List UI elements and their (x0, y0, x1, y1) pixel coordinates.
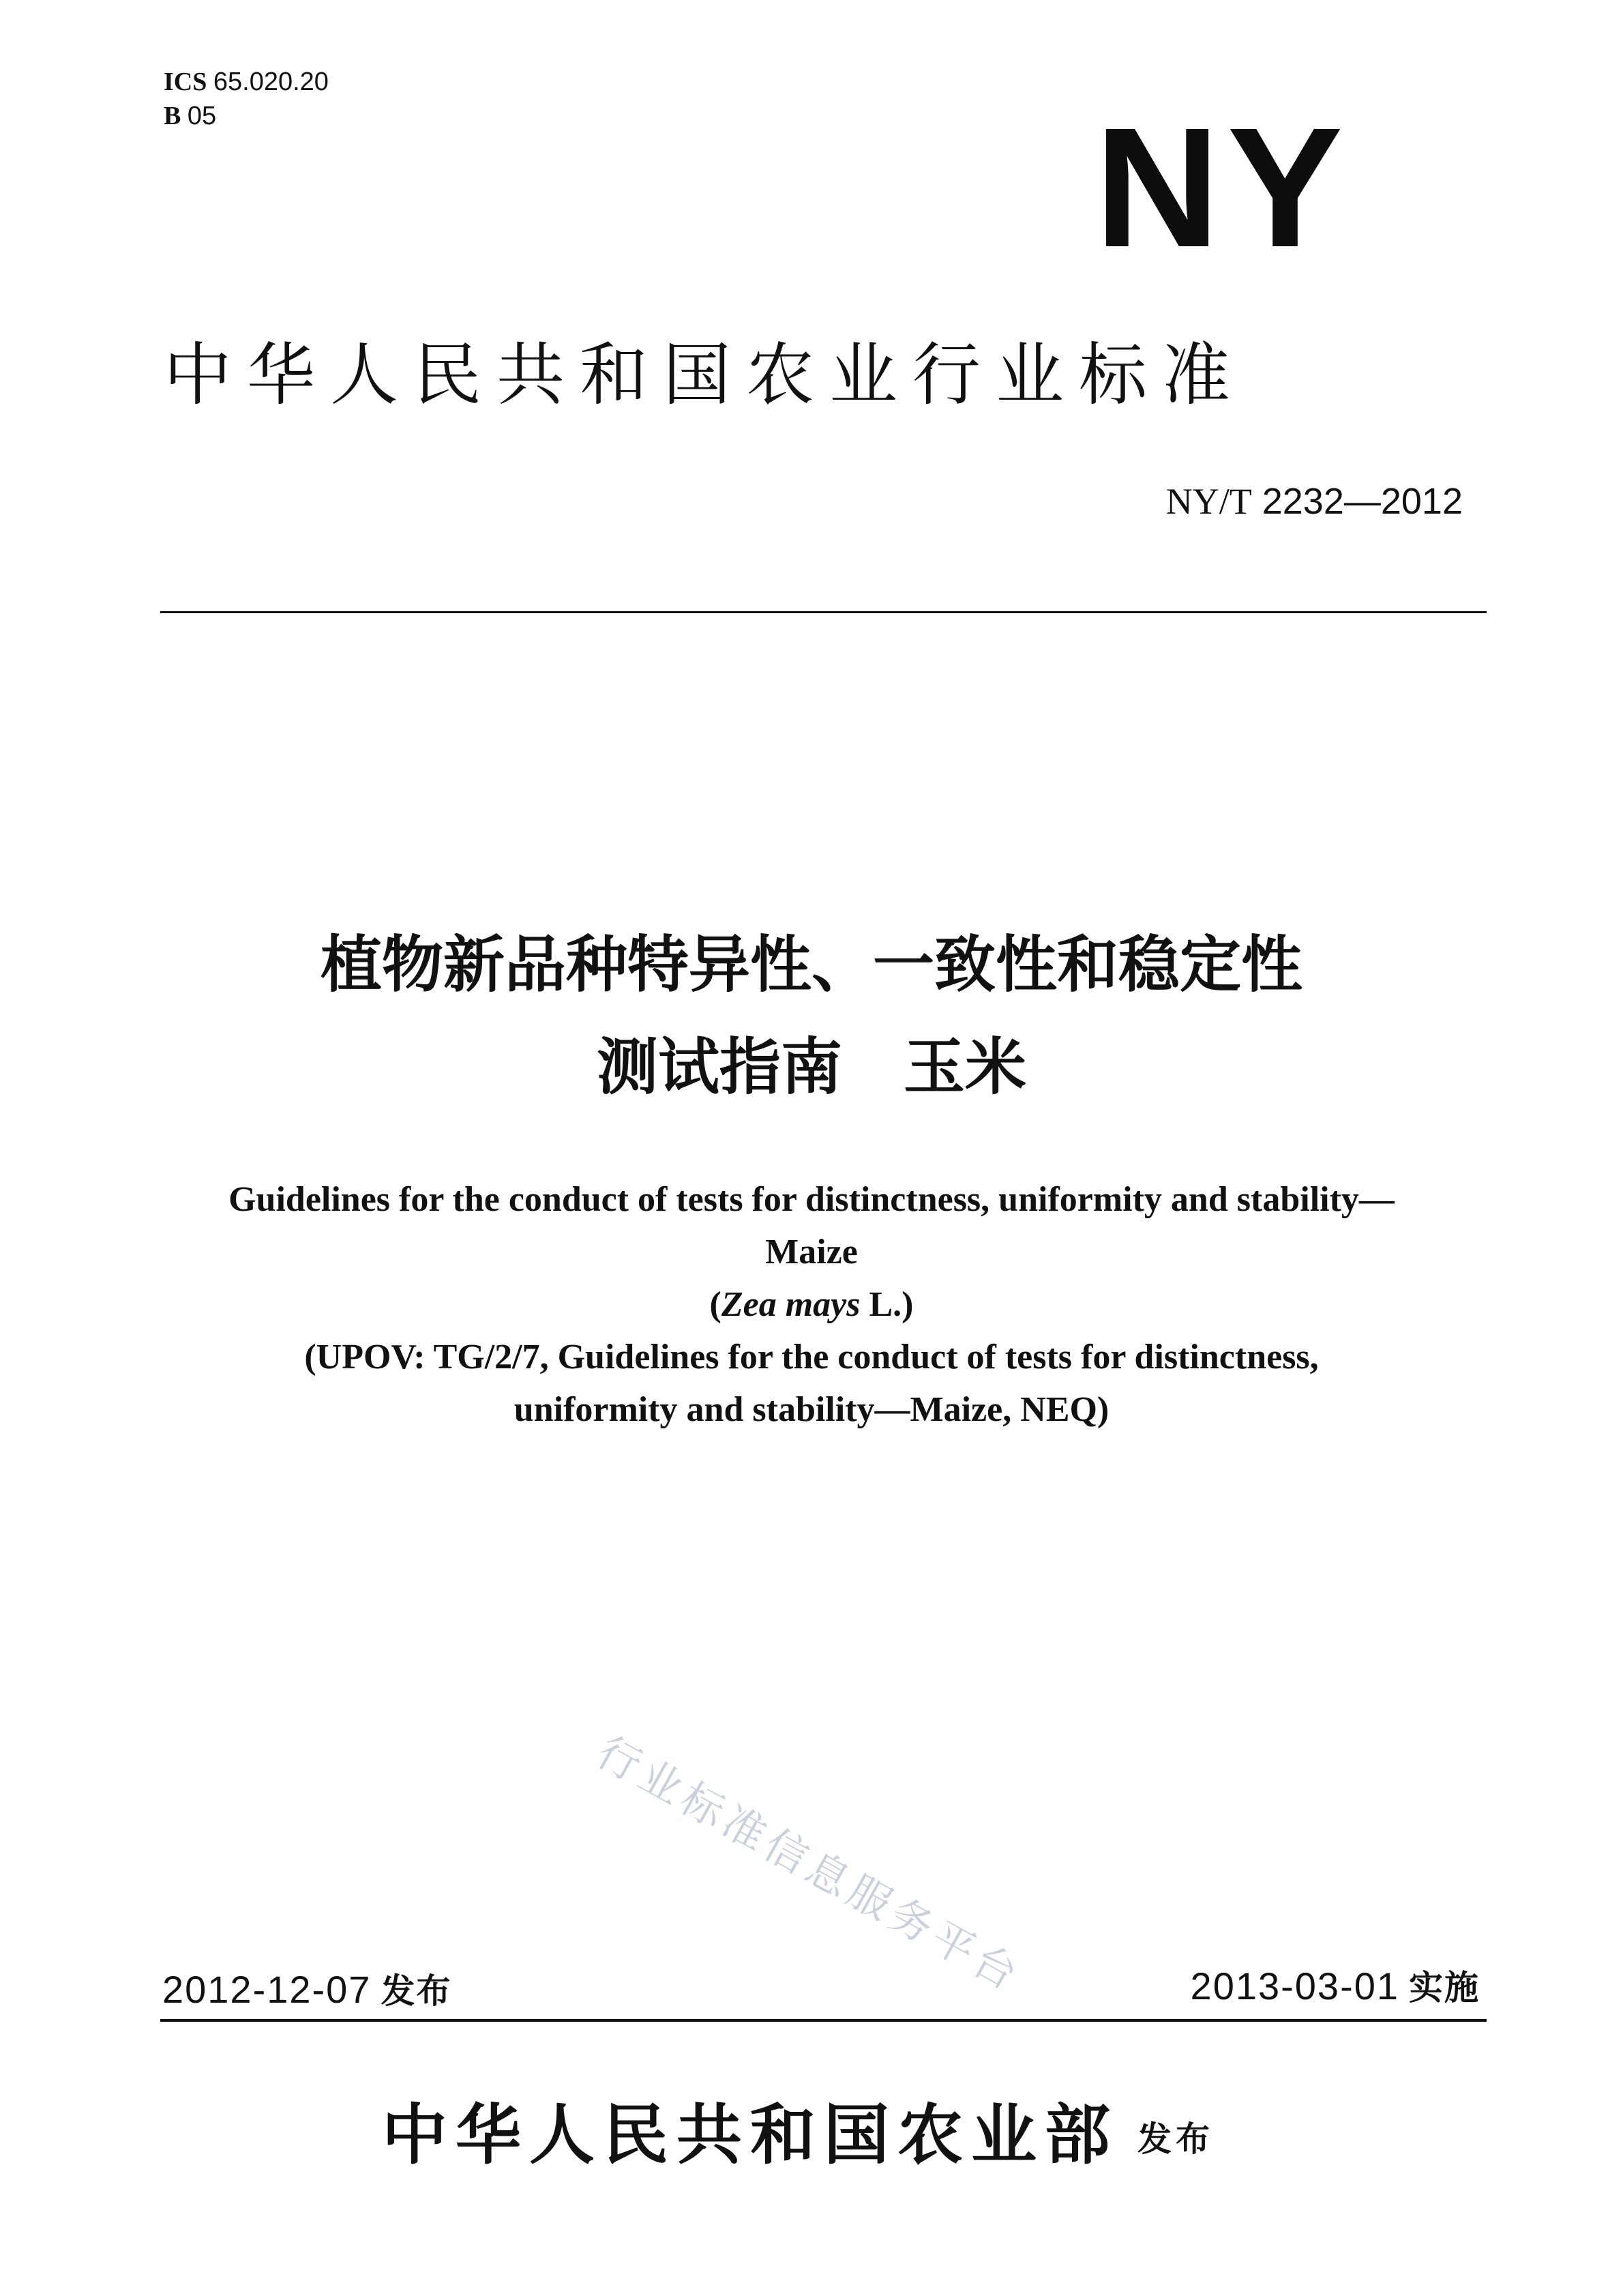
species-name (0, 1278, 1623, 1331)
implementation-date: 2013-03-01 (1190, 1964, 1399, 2007)
ccs-line (164, 99, 329, 133)
species-authority: L.) (860, 1285, 914, 1324)
issue-date: 2012-12-07 (162, 1968, 372, 2011)
ics-label: ICS (164, 68, 207, 96)
species-open-paren: ( (709, 1285, 721, 1324)
standard-code (1166, 481, 1463, 522)
zh-title-line-1: 植物新品种特异性、一致性和稳定性 (321, 929, 1302, 1001)
upov-line-2: uniformity and stability—Maize, NEQ) (513, 1390, 1110, 1429)
watermark-text: 行业标准信息服务平台 (589, 1726, 1030, 2002)
implementation-date-block (1191, 1964, 1480, 2010)
top-divider (160, 611, 1487, 613)
issue-label: 发布 (381, 1971, 452, 2011)
standard-code-number: 2232—2012 (1262, 481, 1463, 522)
bottom-divider (160, 2019, 1487, 2022)
ics-code: 65.020.20 (213, 68, 329, 96)
implementation-label: 实施 (1409, 1968, 1480, 2007)
ny-logo: NY (1095, 92, 1350, 282)
publisher-line (382, 2098, 1214, 2177)
upov-line-1: (UPOV: TG/2/7, Guidelines for the conduct of tests for distinctness, (304, 1338, 1319, 1377)
zh-title-line-2: 测试指南 玉米 (597, 1031, 1026, 1103)
en-title-line-2: Maize (765, 1233, 858, 1271)
ics-line (164, 65, 329, 99)
publisher-suffix: 发布 (1137, 2119, 1214, 2159)
chinese-document-title (0, 914, 1623, 1119)
classification-codes (164, 65, 329, 133)
ccs-label: B (164, 102, 181, 130)
en-title-line-1: Guidelines for the conduct of tests for distinctness, uniformity and stability— (228, 1180, 1395, 1219)
issue-date-block (162, 1968, 451, 2013)
english-document-title (0, 1173, 1623, 1436)
standard-category-title: 中华人民共和国农业行业标准 (164, 335, 1245, 415)
publisher-name: 中华人民共和国农业部 (382, 2096, 1118, 2173)
ccs-code: 05 (187, 102, 217, 130)
species-latin-name: Zea mays (721, 1285, 861, 1324)
standard-code-prefix: NY/T (1165, 481, 1252, 522)
